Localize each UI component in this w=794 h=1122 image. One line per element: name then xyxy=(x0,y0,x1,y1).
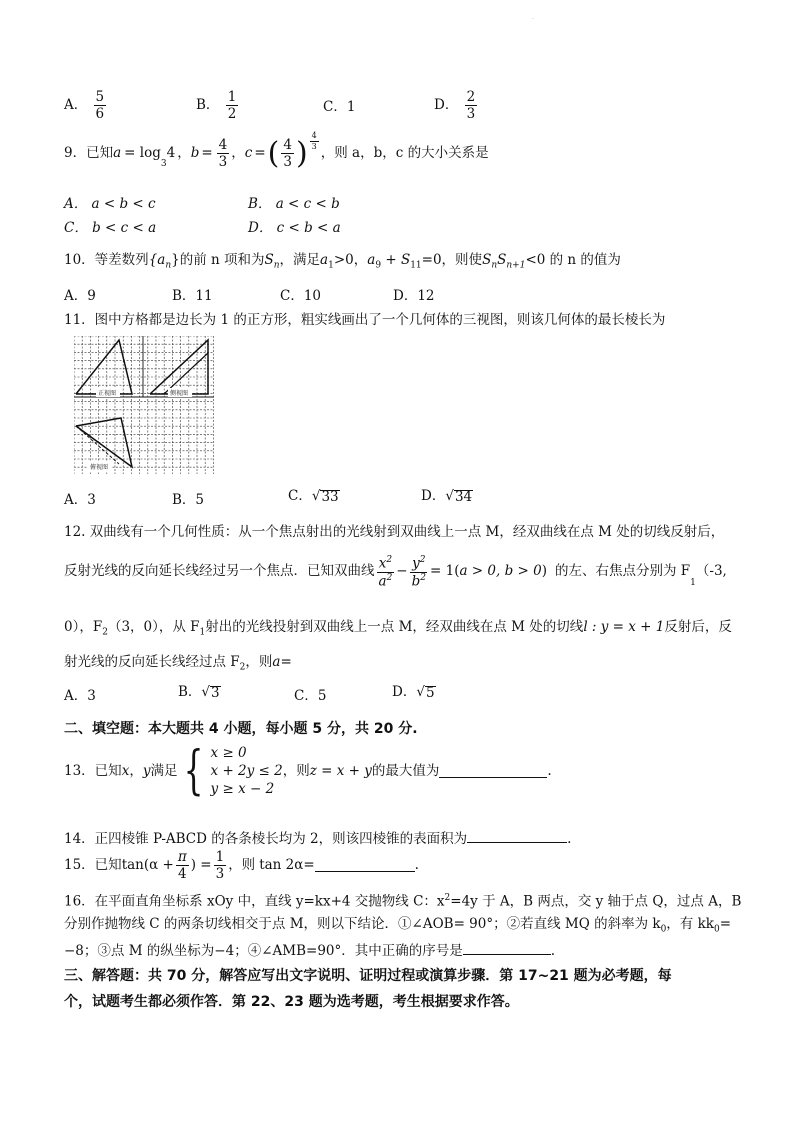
q13-system xyxy=(211,744,283,799)
q12-line4-c: = xyxy=(280,654,292,670)
q9-a: a xyxy=(113,144,122,161)
q12-line3-a: 0），F xyxy=(64,619,103,635)
q10-option-b: B．11 xyxy=(172,288,213,304)
q11-stem: 11．图中方格都是边长为 1 的正方形，粗实线画出了一个几何体的三视图，则该几何体的最长棱长为 xyxy=(64,312,666,328)
q11-three-view-figure xyxy=(74,336,214,474)
q15-eq: = xyxy=(303,856,315,873)
q15-close: ) = xyxy=(190,856,212,873)
q12-cond: a > 0, b > 0 xyxy=(459,563,542,580)
q16-line-2 xyxy=(64,918,731,935)
q9-log: = log xyxy=(124,144,161,161)
q15-three: 3 xyxy=(215,866,225,883)
q12-f2-sub: 2 xyxy=(102,627,108,638)
q9-option-a: A． a < b < c xyxy=(64,196,156,212)
q12-tangent: l : y = x + 1 xyxy=(583,619,665,635)
section-3-heading-line-2: 个，试题考生都必须作答．第 22、23 题为选考题，考生根据要求作答。 xyxy=(64,994,519,1010)
q9-exp-num: 4 xyxy=(310,132,319,142)
q13-brace: { xyxy=(184,741,204,802)
q9-c: c xyxy=(244,144,253,161)
q11-label-side: 侧视图 xyxy=(170,390,189,397)
q11-option-c-label: C． xyxy=(288,488,312,504)
q9-log-base: 3 xyxy=(160,159,167,170)
q12-option-d-sqrt: √ 5 xyxy=(416,684,435,701)
q12-line-2: 反射光线的反向延长线经过另一个焦点．已知双曲线 $\frac{x^2}{a^2}$ − $\frac{y^2}{b^2}$ = 1( a > 0, b > 0 ) 的左、右焦点分别为 F 1 （-3, xyxy=(64,555,727,590)
q16-line1-b: =4y 于 A，B 两点，交 y 轴于点 Q，过点 A，B xyxy=(450,893,742,910)
q15-third-frac xyxy=(214,850,227,881)
q9-option-c: C． b < c < a xyxy=(64,220,157,236)
q12-option-b-sqrt: √ 3 xyxy=(201,684,220,701)
q9-c-num: 4 xyxy=(283,137,292,153)
q10-S11: S xyxy=(400,252,411,268)
q12-y-num: $y^2$ xyxy=(412,555,426,572)
q9-b-num: 4 xyxy=(218,137,228,153)
q10-option-a: A．9 xyxy=(64,288,96,304)
q10-Sn1-sub: n+1 xyxy=(506,260,526,271)
q15-end: . xyxy=(414,856,419,873)
q12-option-c: C．5 xyxy=(294,688,327,704)
q8-option-d-frac xyxy=(465,90,478,121)
q12-option-d-label: D． xyxy=(392,684,417,700)
q10-text-5: =0，则使 xyxy=(421,252,483,268)
q13-constraint-2: x + 2y ≤ 2 xyxy=(210,763,283,780)
q10-Sn: S xyxy=(482,252,492,268)
q10-seq-close: } xyxy=(171,252,180,268)
q11-option-d-radicand: 34 xyxy=(454,489,473,505)
q15-tan: tan(α + xyxy=(121,856,174,873)
section-2-heading: 二、填空题：本大题共 4 小题，每小题 5 分，共 20 分. xyxy=(64,721,418,737)
q12-line-4 xyxy=(64,656,292,673)
q15-tan2: tan 2α xyxy=(259,856,304,873)
q12-line3-c: 射出的光线投射到双曲线上一点 M，经双曲线在点 M 处的切线 xyxy=(205,619,584,635)
q9-log-arg: 4 xyxy=(166,144,176,161)
q8-a-num: 5 xyxy=(95,89,105,105)
q12-y: y xyxy=(412,555,420,572)
q10-a9-sub: 9 xyxy=(375,260,382,271)
q9-b-den: 3 xyxy=(218,154,228,171)
q10-S-sub: n xyxy=(273,260,280,271)
q12-line3-d: 反射后，反 xyxy=(664,619,732,635)
q10-stem xyxy=(64,254,621,271)
q9-b-frac xyxy=(217,138,230,169)
q11-option-c xyxy=(288,490,340,505)
q9-prefix: 9．已知 xyxy=(64,144,114,161)
q11-label-top: 俯视图 xyxy=(90,464,109,471)
q12-a: a xyxy=(378,573,387,590)
q13-comma: ， xyxy=(129,762,143,779)
q12-a-var: a xyxy=(272,654,281,670)
q12-option-d-radicand: 5 xyxy=(425,685,435,701)
q13-suffix-a: ，则 xyxy=(282,762,310,779)
q12-f2b-sub: 2 xyxy=(239,662,246,673)
q13-stem xyxy=(64,741,552,802)
q11-option-d-sqrt: √ 34 xyxy=(445,488,473,505)
q12-line4-b: ，则 xyxy=(245,654,273,670)
q10-plus: + xyxy=(381,252,401,268)
q16-line-3 xyxy=(64,942,555,959)
q13-suffix-b: 的最大值为 xyxy=(371,762,440,779)
q9-option-b: B． a < c < b xyxy=(248,196,340,212)
q12-line4-a: 射光线的反向延长线经过点 F xyxy=(64,654,240,670)
q10-a9: a xyxy=(367,252,376,268)
q16-line-1 xyxy=(64,894,741,909)
q12-b-den: $b^2$ xyxy=(411,572,426,590)
q16-line2-c: = xyxy=(719,916,731,932)
q13-end: . xyxy=(547,762,552,779)
q12-line2-b: 的左、右焦点分别为 F xyxy=(555,563,691,580)
q12-line-1: 12. 双曲线有一个几何性质：从一个焦点射出的光线射到双曲线上一点 M，经双曲线在点 M 处的切线反射后， xyxy=(64,524,725,540)
q12-x-frac xyxy=(377,556,395,588)
q13-x: x xyxy=(121,762,130,779)
q8-option-a-frac xyxy=(94,90,107,121)
corner-mark: · xyxy=(532,16,534,23)
q10-text-1: 10．等差数列 xyxy=(64,252,149,268)
q12-option-b-radicand: 3 xyxy=(211,685,220,701)
q12-line2-c: （-3, xyxy=(695,563,727,580)
q16-line1-a: 16．在平面直角坐标系 xOy 中，直线 y=kx+4 交抛物线 C：x xyxy=(64,893,445,910)
q13-constraint-1: x ≥ 0 xyxy=(210,745,247,761)
q15-answer-blank[interactable] xyxy=(315,859,415,872)
q13-constraint-3: y ≥ x − 2 xyxy=(210,781,275,798)
q8-b-den: 2 xyxy=(227,106,237,123)
q15-prefix: 15．已知 xyxy=(64,856,122,873)
q10-text-2: 的前 n 项和为 xyxy=(179,252,265,268)
q13-prefix: 13．已知 xyxy=(64,762,122,779)
q10-seq: {a xyxy=(148,252,166,268)
q9-c-eq: = xyxy=(254,144,266,161)
q12-option-b-label: B． xyxy=(178,684,202,700)
q14-text: 14．正四棱锥 P-ABCD 的各条棱长均为 2，则该四棱锥的表面积为 xyxy=(64,831,468,847)
q16-k0b: 0 xyxy=(713,924,720,935)
q12-y-frac xyxy=(410,556,428,588)
q14-answer-blank[interactable] xyxy=(467,830,567,843)
q16-line2-b: ，有 kk xyxy=(666,916,714,932)
q12-line2-a: 反射光线的反向延长线经过另一个焦点．已知双曲线 xyxy=(64,563,375,580)
q12-f1-sub: 1 xyxy=(690,578,696,589)
q16-sup: 2 xyxy=(444,893,451,903)
q9-c-frac xyxy=(281,138,294,169)
q14-stem xyxy=(64,830,571,847)
q9-exponent xyxy=(310,132,319,152)
q13-y: y xyxy=(142,762,151,779)
q9-b-eq: = xyxy=(201,144,213,161)
q12-x-num: $x^2$ xyxy=(378,555,393,572)
q16-k0: 0 xyxy=(660,924,667,935)
q15-mid: ，则 xyxy=(228,856,256,873)
q12-f1b-sub: 1 xyxy=(199,627,206,638)
q8-option-a-label: A． xyxy=(64,97,88,114)
q10-option-c: C．10 xyxy=(280,288,322,304)
q11-option-a: A．3 xyxy=(64,492,96,508)
q8-option-a xyxy=(64,90,108,121)
q8-option-b xyxy=(196,90,240,121)
q8-option-d-label: D． xyxy=(434,97,459,114)
q16-line2-a: 分别作抛物线 C 的两条切线相交于点 M，则以下结论．①∠AOB= 90°；②若直线 MQ 的斜率为 k xyxy=(64,916,661,932)
q8-option-d xyxy=(434,90,479,121)
q10-option-d: D．12 xyxy=(393,288,435,304)
q10-S11-sub: 11 xyxy=(410,260,422,271)
q12-a-den: $a^2$ xyxy=(378,572,393,590)
q12-close: ) xyxy=(541,563,547,580)
q10-text-4: >0， xyxy=(333,252,368,268)
q8-d-den: 3 xyxy=(466,106,476,123)
q10-Sn1: S xyxy=(497,252,507,268)
q11-option-d-label: D． xyxy=(421,488,446,504)
q8-option-b-frac xyxy=(226,90,239,121)
q12-x: x xyxy=(378,555,387,572)
q16-end: . xyxy=(550,943,556,959)
q10-seq-sub: n xyxy=(165,260,172,271)
q11-option-c-sqrt: √ 33 xyxy=(311,488,339,505)
q9-b: b xyxy=(190,144,200,161)
q15-four: 4 xyxy=(177,866,187,883)
q12-line-3 xyxy=(64,621,732,638)
q9-option-d: D． c < b < a xyxy=(248,220,341,236)
q12-option-b xyxy=(178,686,221,701)
q16-answer-blank[interactable] xyxy=(463,942,551,955)
q9-exp-den: 3 xyxy=(311,142,317,152)
q13-mid: 满足 xyxy=(150,762,178,779)
q15-stem xyxy=(64,850,419,881)
q8-a-den: 6 xyxy=(95,106,105,123)
q13-answer-blank[interactable] xyxy=(439,765,547,778)
q9-stem: 9．已知 a = log $_3$ 4 ， b = $\frac{4}{3}$ ， c = ( $\frac{4}{3}$ ) $\frac{4}{3}$ ，则 a，b，c 的大小关系是 xyxy=(64,131,489,171)
q16-line3: −8；③点 M 的纵坐标为−4；④∠AMB=90°．其中正确的序号是 xyxy=(64,943,463,959)
q12-eq: = 1( xyxy=(430,563,460,580)
q10-text-6: <0 的 n 的值为 xyxy=(525,252,621,268)
q15-pi-frac xyxy=(176,850,189,881)
q10-S: S xyxy=(264,252,274,268)
q10-a1-sub: 1 xyxy=(328,260,334,271)
q12-option-d xyxy=(392,686,436,701)
q10-Sn-sub: n xyxy=(491,260,498,271)
q10-a1: a xyxy=(320,252,329,268)
q9-c-den: 3 xyxy=(283,154,292,171)
q11-label-front: 正视图 xyxy=(98,390,117,397)
q8-b-num: 1 xyxy=(227,89,237,105)
q11-option-c-radicand: 33 xyxy=(321,489,339,505)
q11-option-d xyxy=(421,490,473,505)
q12-b: b xyxy=(411,573,421,590)
q8-option-b-label: B． xyxy=(196,97,220,114)
q11-option-b: B．5 xyxy=(172,492,205,508)
q10-text-3: ，满足 xyxy=(279,252,321,268)
q12-line3-b: （3，0），从 F xyxy=(107,619,200,635)
q12-option-a: A．3 xyxy=(64,688,96,704)
q9-suffix: ，则 a，b，c 的大小关系是 xyxy=(320,144,489,161)
q13-z: z = x + y xyxy=(309,762,372,779)
q8-d-num: 2 xyxy=(466,89,476,105)
q15-pi: π xyxy=(177,849,187,865)
q14-end: . xyxy=(567,831,572,847)
section-3-heading-line-1: 三、解答题：共 70 分，解答应写出文字说明、证明过程或演算步骤．第 17~21 题为必考题，每 xyxy=(64,968,672,984)
q8-option-c: C．1 xyxy=(323,99,356,115)
q15-one: 1 xyxy=(215,849,225,865)
